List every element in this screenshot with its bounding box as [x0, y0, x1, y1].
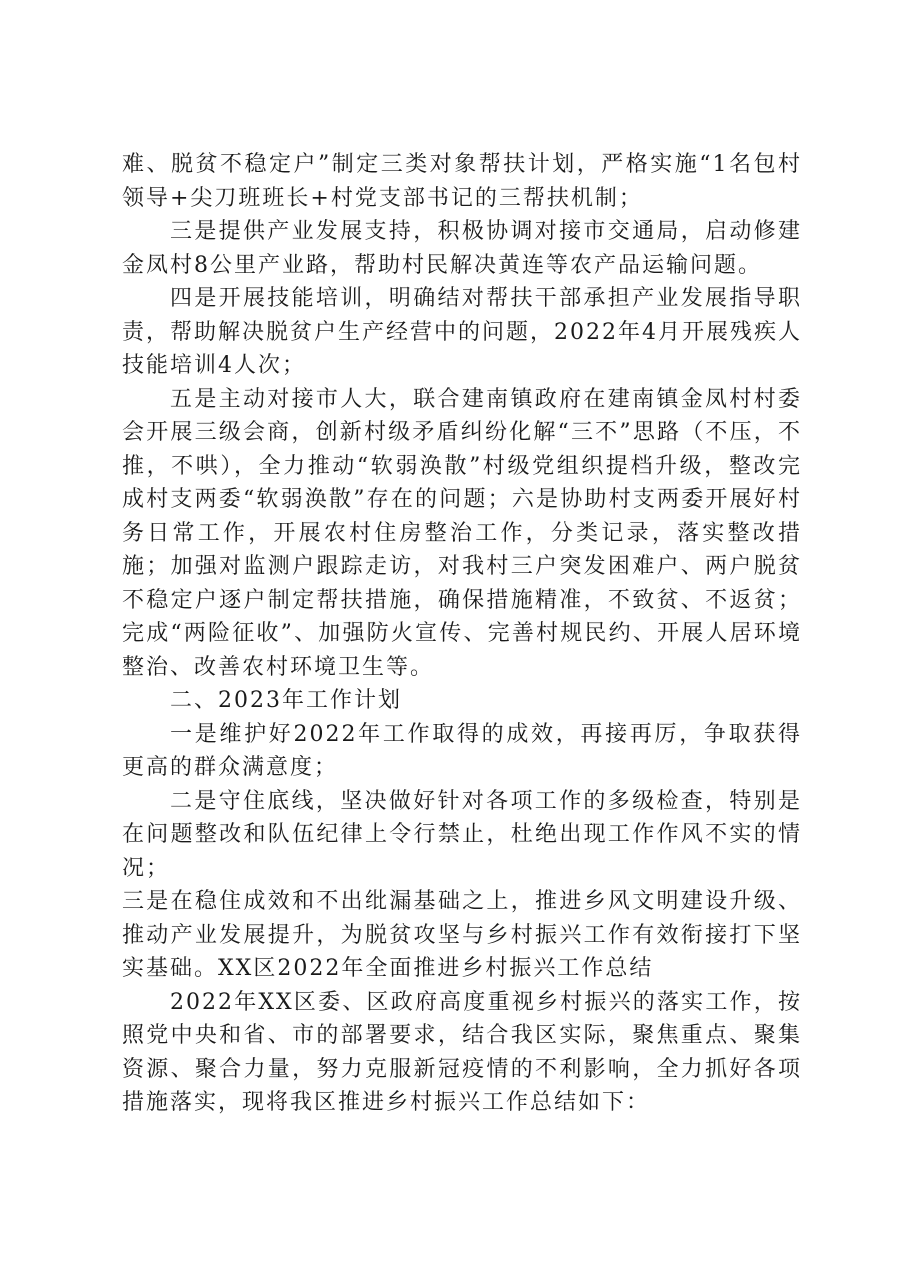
paragraph-industry-support: 三是提供产业发展支持，积极协调对接市交通局，启动修建金凤村8公里产业路，帮助村民解决黄连等农产品运输问题。 — [122, 219, 802, 278]
paragraph-plan-item-3: 三是在稳住成效和不出纰漏基础之上，推进乡风文明建设升级、推动产业发展提升，为脱贫攻坚与乡村振兴工作有效衔接打下坚实基础。XX区2022年全面推进乡村振兴工作总结 — [122, 889, 802, 981]
paragraph-skills-training: 四是开展技能培训，明确结对帮扶干部承担产业发展指导职责，帮助解决脱贫户生产经营中的问题，2022年4月开展残疾人技能培训4人次； — [122, 286, 802, 378]
paragraph-plan-item-2: 二是守住底线，坚决做好针对各项工作的多级检查，特别是在问题整改和队伍纪律上令行禁止，杜绝出现工作作风不实的情况； — [122, 788, 802, 881]
paragraph-summary-intro: 2022年XX区委、区政府高度重视乡村振兴的落实工作，按照党中央和省、市的部署要求，结合我区实际，聚焦重点、聚集资源、聚合力量，努力克服新冠疫情的不利影响，全力抓好各项措施落实，现将我区推进乡村振兴工作总结如下： — [122, 989, 802, 1115]
section-heading-2023-plan: 二、2023年工作计划 — [170, 688, 402, 713]
document-body — [122, 148, 802, 1120]
paragraph-support-plan: 难、脱贫不稳定户”制定三类对象帮扶计划，严格实施“1名包村领导+尖刀班班长+村党支部书记的三帮扶机制； — [122, 152, 802, 211]
paragraph-consultation: 五是主动对接市人大，联合建南镇政府在建南镇金凤村村委会开展三级会商，创新村级矛盾纠纷化解“三不”思路（不压，不推，不哄），全力推动“软弱涣散”村级党组织提档升级，整改完成村支两委“软弱涣散”存在的问题；六是协助村支两委开展好村务日常工作，开展农村住房整治工作，分类记录，落实整改措施；加强对监测户跟踪走访，对我村三户突发困难户、两户脱贫不稳定户逐户制定帮扶措施，确保措施精准，不致贫、不返贫；完成“两险征收”、加强防火宣传、完善村规民约、开展人居环境整治、改善农村环境卫生等。 — [122, 386, 802, 680]
paragraph-plan-item-1: 一是维护好2022年工作取得的成效，再接再厉，争取获得更高的群众满意度； — [122, 721, 802, 780]
